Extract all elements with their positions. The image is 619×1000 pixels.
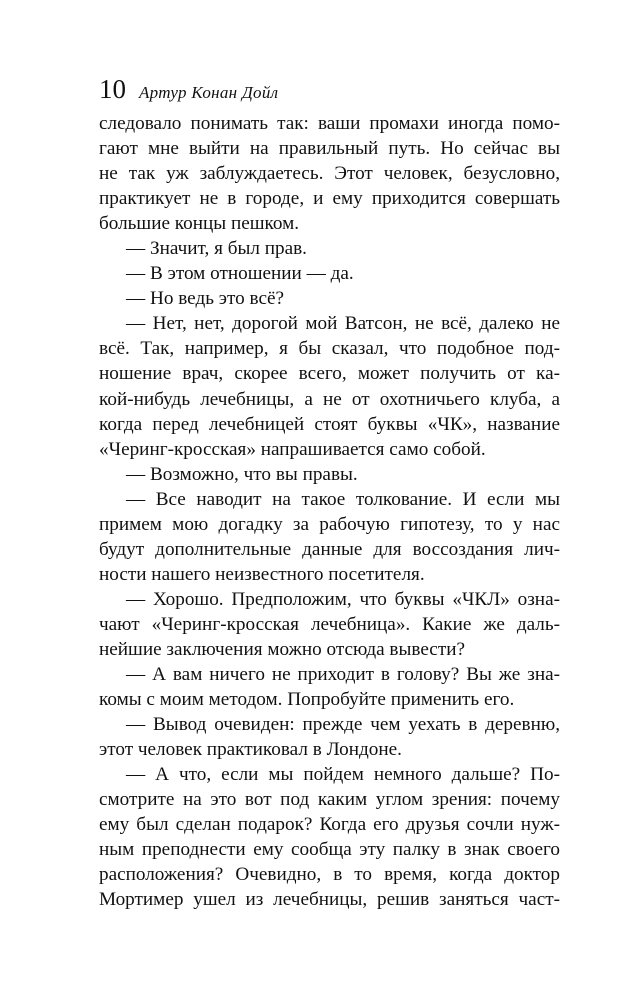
text-line: — А вам ничего не приходит в голову? Вы же зна-: [126, 664, 560, 686]
text-line: — Но ведь это всё?: [126, 288, 285, 310]
text-line: чают «Черинг-кросская лечебница». Какие же даль-: [99, 613, 560, 635]
text-line: всё. Так, например, я бы сказал, что подобное под-: [99, 338, 560, 360]
text-line: — В этом отношении — да.: [126, 263, 354, 285]
text-line: большие концы пешком.: [99, 213, 300, 235]
text-line: когда перед лечебницей стоят буквы «ЧК», название: [99, 413, 560, 435]
text-line: ношение врач, скорее всего, может получить от ка-: [99, 363, 560, 385]
text-line: следовало понимать так: ваши промахи иногда помо-: [99, 113, 560, 134]
text-line: ным преподнести ему сообща эту палку в знак своего: [99, 839, 560, 861]
text-line: смотрите на это вот под каким углом зрения: почему: [99, 789, 560, 811]
text-line: Мортимер ушел из лечебницы, решив заняться част-: [99, 889, 560, 911]
text-line: — А что, если мы пойдем немного дальше? По-: [126, 764, 560, 786]
text-line: нейшие заключения можно отсюда вывести?: [99, 638, 465, 660]
text-line: — Все наводит на такое толкование. И если мы: [126, 488, 560, 510]
text-line: комы с моим методом. Попробуйте применить его.: [99, 689, 515, 711]
page-body: [99, 111, 560, 913]
text-line: — Хорошо. Предположим, что буквы «ЧКЛ» озна-: [126, 588, 560, 610]
text-line: — Нет, нет, дорогой мой Ватсон, не всё, далеко не: [126, 313, 560, 335]
running-title: Артур Конан Дойл: [139, 83, 279, 102]
text-line: не так уж заблуждаетесь. Этот человек, безусловно,: [99, 163, 560, 185]
text-line: примем мою догадку за рабочую гипотезу, то у нас: [99, 513, 560, 535]
text-line: будут дополнительные данные для воссоздания лич-: [99, 538, 560, 560]
text-line: «Черинг-кросская» напрашивается само собой.: [99, 438, 486, 460]
text-line: ему был сделан подарок? Когда его друзья сочли нуж-: [99, 814, 560, 836]
text-line: — Значит, я был прав.: [126, 238, 307, 260]
page-number: 10: [99, 74, 126, 104]
page-header: [99, 74, 278, 114]
text-line: расположения? Очевидно, в то время, когда доктор: [99, 864, 560, 886]
text-line: практикует не в городе, и ему приходится совершать: [99, 188, 560, 210]
text-line: ности нашего неизвестного посетителя.: [99, 563, 425, 585]
text-line: кой-нибудь лечебницы, а не от охотничьего клуба, а: [99, 388, 560, 410]
text-line: — Возможно, что вы правы.: [126, 463, 358, 485]
text-line: гают мне выйти на правильный путь. Но сейчас вы: [99, 138, 560, 160]
text-line: этот человек практиковал в Лондоне.: [99, 739, 402, 761]
text-line: — Вывод очевиден: прежде чем уехать в деревню,: [126, 714, 560, 736]
